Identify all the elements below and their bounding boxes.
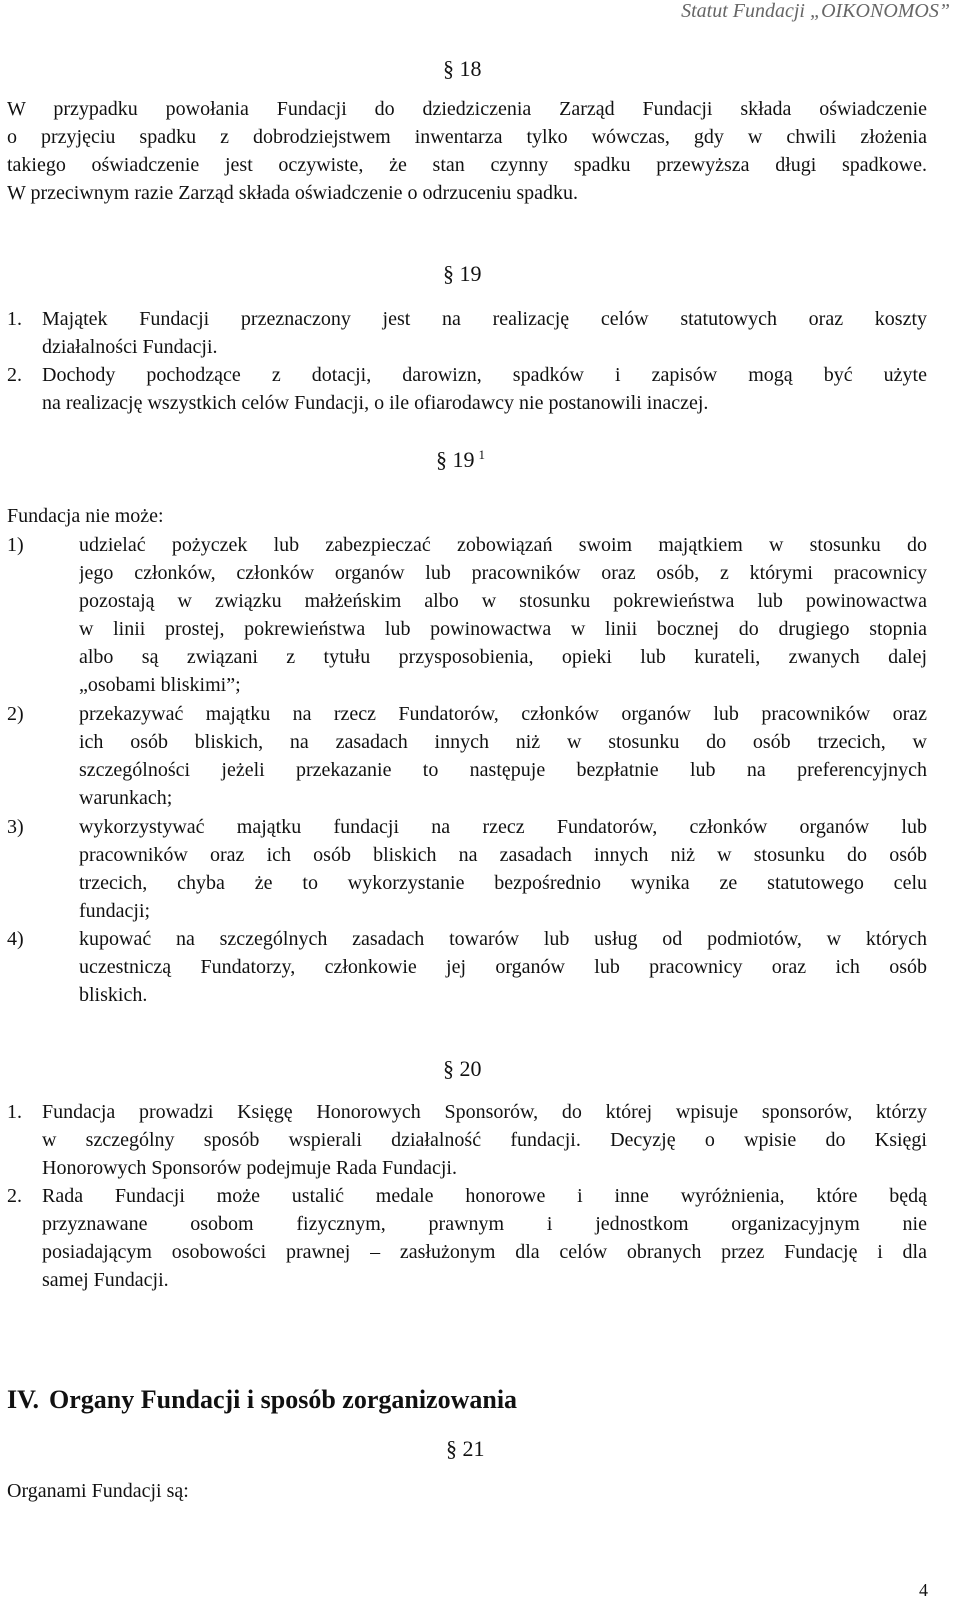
section-heading-19: § 19	[443, 261, 482, 286]
text-line: samej Fundacji.	[42, 1269, 169, 1291]
list-marker: 1.	[7, 308, 22, 330]
text-line: Fundacja prowadzi Księgę Honorowych Sponsorów, do której wpisuje sponsorów, którzy	[42, 1101, 927, 1123]
section-intro: Fundacja nie może:	[7, 505, 164, 527]
text-line: albo są związani z tytułu przysposobienia, opieki lub kurateli, zwanych dalej	[79, 646, 927, 668]
text-line: szczególności jeżeli przekazanie to następuje bezpłatnie lub na preferencyjnych	[79, 759, 927, 781]
text-line: przekazywać majątku na rzecz Fundatorów, członków organów lub pracowników oraz	[79, 703, 927, 725]
text-line: działalności Fundacji.	[42, 336, 218, 358]
text-line: jego członków, członków organów lub pracowników oraz osób, z którymi pracownicy	[79, 562, 927, 584]
list-marker: 2.	[7, 364, 22, 386]
text-line: udzielać pożyczek lub zabezpieczać zobowiązań swoim majątkiem w stosunku do	[79, 534, 927, 556]
list-marker: 2.	[7, 1185, 22, 1207]
list-marker: 3)	[7, 816, 24, 838]
text-line: bliskich.	[79, 984, 148, 1006]
section-heading-18: § 18	[443, 56, 482, 81]
running-header: Statut Fundacji „OIKONOMOS”	[681, 0, 950, 22]
text-line: na realizację wszystkich celów Fundacji, o ile ofiarodawcy nie postanowili inaczej.	[42, 392, 709, 414]
chapter-heading	[7, 1384, 517, 1416]
section-heading-20: § 20	[443, 1056, 482, 1081]
text-line: wykorzystywać majątku fundacji na rzecz Fundatorów, członków organów lub	[79, 816, 927, 838]
page-number: 4	[919, 1580, 928, 1600]
text-line: kupować na szczególnych zasadach towarów lub usług od podmiotów, w których	[79, 928, 927, 950]
text-line: fundacji;	[79, 900, 151, 922]
text-line: Majątek Fundacji przeznaczony jest na realizację celów statutowych oraz koszty	[42, 308, 927, 330]
text-line: Dochody pochodzące z dotacji, darowizn, spadków i zapisów mogą być użyte	[42, 364, 927, 386]
text-line: pracowników oraz ich osób bliskich na zasadach innych niż w stosunku do osób	[79, 844, 927, 866]
text-line: ich osób bliskich, na zasadach innych niż w stosunku do osób trzecich, w	[79, 731, 927, 753]
section-superscript: 1	[478, 446, 485, 462]
text-line: Honorowych Sponsorów podejmuje Rada Fundacji.	[42, 1157, 457, 1179]
chapter-number: IV.	[7, 1385, 40, 1414]
text-line: W przeciwnym razie Zarząd składa oświadczenie o odrzuceniu spadku.	[7, 182, 579, 204]
text-line: przyznawane osobom fizycznym, prawnym i jednostkom organizacyjnym nie	[42, 1213, 927, 1235]
text-line: W przypadku powołania Fundacji do dziedziczenia Zarząd Fundacji składa oświadczenie	[7, 98, 927, 120]
section-heading-text: § 19	[436, 447, 475, 472]
text-line: Rada Fundacji może ustalić medale honorowe i inne wyróżnienia, które będą	[42, 1185, 927, 1207]
text-line: posiadającym osobowości prawnej – zasłużonym dla celów obranych przez Fundację i dla	[42, 1241, 927, 1263]
chapter-title: Organy Fundacji i sposób zorganizowania	[49, 1385, 518, 1414]
list-marker: 1)	[7, 534, 24, 556]
text-line: trzecich, chyba że to wykorzystanie bezpośrednio wynika ze statutowego celu	[79, 872, 927, 894]
section-heading-19-1	[436, 446, 485, 474]
text-line: takiego oświadczenie jest oczywiste, że stan czynny spadku przewyższa długi spadkowe.	[7, 154, 927, 176]
text-line: „osobami bliskimi”;	[79, 674, 241, 696]
list-marker: 4)	[7, 928, 24, 950]
text-line: w linii prostej, pokrewieństwa lub powinowactwa w linii bocznej do drugiego stopnia	[79, 618, 927, 640]
list-marker: 1.	[7, 1101, 22, 1123]
text-line: pozostają w związku małżeńskim albo w stosunku pokrewieństwa lub powinowactwa	[79, 590, 927, 612]
section-heading-21: § 21	[446, 1436, 485, 1461]
text-line: uczestniczą Fundatorzy, członkowie jej organów lub pracownicy oraz ich osób	[79, 956, 927, 978]
section-intro: Organami Fundacji są:	[7, 1480, 189, 1502]
text-line: o przyjęciu spadku z dobrodziejstwem inwentarza tylko wówczas, gdy w chwili złożenia	[7, 126, 927, 148]
text-line: w szczególny sposób wspierali działalność fundacji. Decyzję o wpisie do Księgi	[42, 1129, 927, 1151]
list-marker: 2)	[7, 703, 24, 725]
text-line: warunkach;	[79, 787, 173, 809]
